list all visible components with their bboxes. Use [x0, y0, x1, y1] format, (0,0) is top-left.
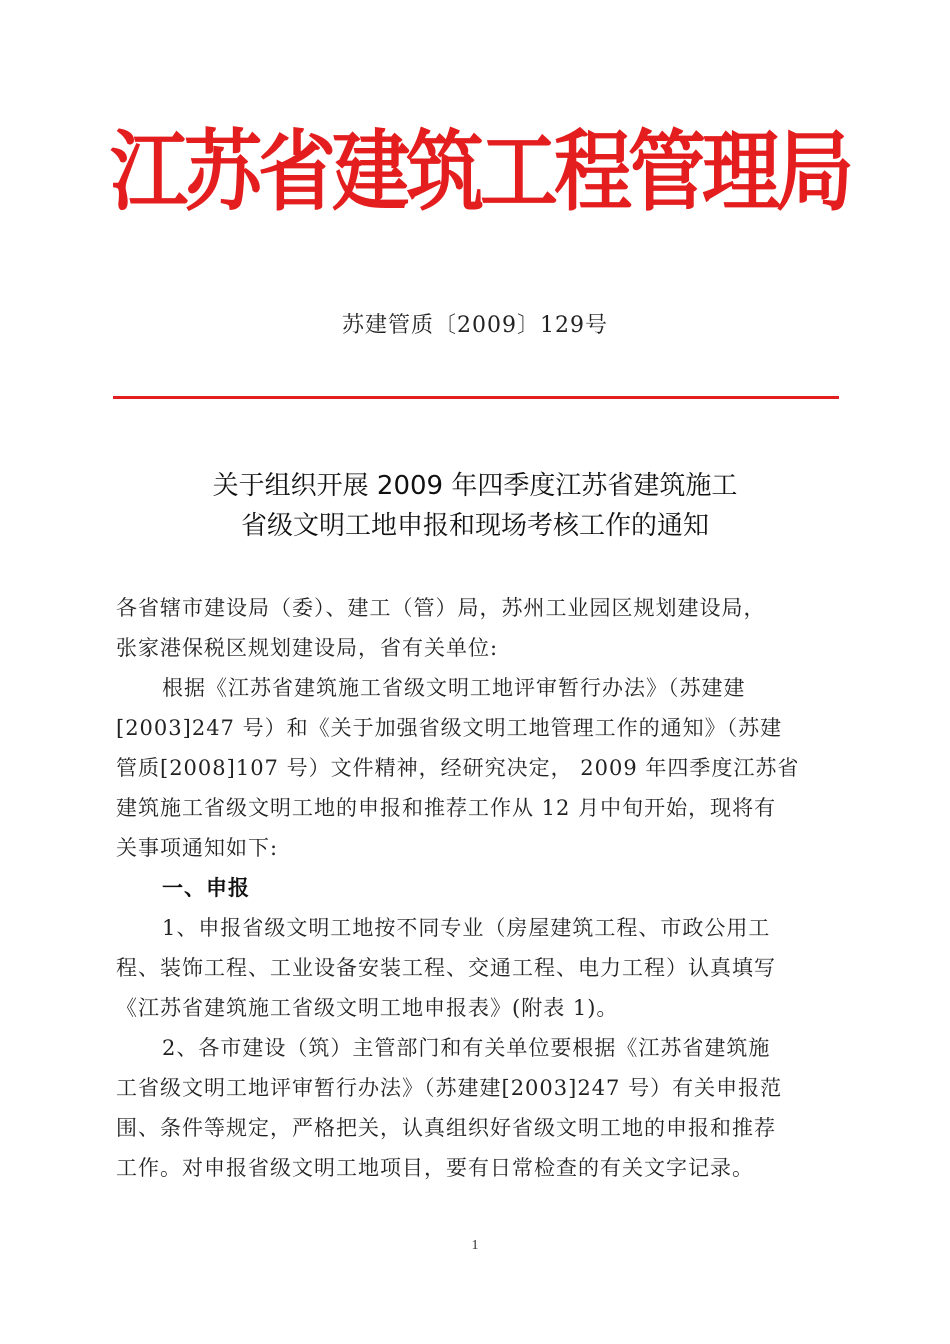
page-number: 1	[471, 1238, 479, 1253]
document-number: 苏建管质〔2009〕129号	[342, 313, 608, 338]
item-2-line-2: 工省级文明工地评审暂行办法》（苏建建[2003]247 号）有关申报范	[116, 1076, 783, 1100]
item-2-line-3: 围、条件等规定，严格把关，认真组织好省级文明工地的申报和推荐	[116, 1116, 776, 1140]
issuer-masthead: 江苏省建筑工程管理局	[110, 122, 851, 224]
item-1-line-2: 程、装饰工程、工业设备安装工程、交通工程、电力工程）认真填写	[116, 956, 776, 980]
salutation-line-2: 张家港保税区规划建设局，省有关单位:	[116, 636, 499, 660]
section-1-heading: 一、申报	[162, 876, 250, 900]
paragraph-1-line-5: 关事项通知如下:	[116, 836, 279, 860]
notice-body	[116, 588, 838, 1188]
paragraph-1-line-1: 根据《江苏省建筑施工省级文明工地评审暂行办法》（苏建建	[162, 676, 746, 700]
red-divider-rule	[113, 396, 839, 399]
paragraph-1-line-2: [2003]247 号）和《关于加强省级文明工地管理工作的通知》（苏建	[116, 716, 783, 740]
item-1-line-3: 《江苏省建筑施工省级文明工地申报表》(附表 1)。	[116, 996, 619, 1020]
item-1-line-1: 1、申报省级文明工地按不同专业（房屋建筑工程、市政公用工	[162, 916, 771, 940]
salutation-line-1: 各省辖市建设局（委）、建工（管）局，苏州工业园区规划建设局，	[116, 596, 766, 620]
item-2-line-4: 工作。对申报省级文明工地项目，要有日常检查的有关文字记录。	[116, 1156, 754, 1180]
notice-title-line-2: 省级文明工地申报和现场考核工作的通知	[240, 511, 709, 541]
notice-title-line-1: 关于组织开展 2009 年四季度江苏省建筑施工	[212, 471, 738, 501]
paragraph-1-line-3: 管质[2008]107 号）文件精神，经研究决定， 2009 年四季度江苏省	[116, 756, 800, 780]
item-2-line-1: 2、各市建设（筑）主管部门和有关单位要根据《江苏省建筑施	[162, 1036, 771, 1060]
notice-title	[110, 466, 840, 546]
paragraph-1-line-4: 建筑施工省级文明工地的申报和推荐工作从 12 月中旬开始，现将有	[116, 796, 777, 820]
